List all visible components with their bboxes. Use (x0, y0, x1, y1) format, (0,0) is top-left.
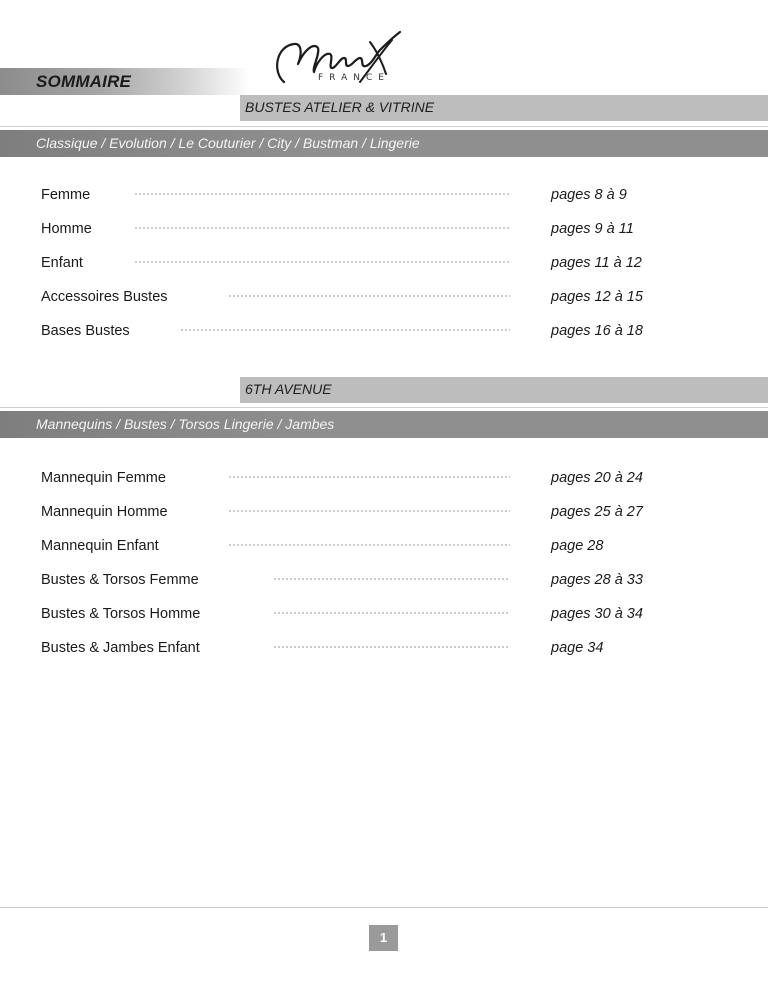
toc-entry[interactable] (0, 187, 768, 207)
subtitle-bar-bustes (0, 130, 768, 157)
entry-label: Bustes & Jambes Enfant (41, 640, 200, 656)
entry-pages: page 28 (551, 538, 604, 554)
leader-dots (228, 476, 510, 478)
page-number-badge: 1 (369, 925, 398, 951)
entry-pages: pages 28 à 33 (551, 572, 643, 588)
entry-label: Bases Bustes (41, 323, 130, 339)
leader-dots (134, 193, 510, 195)
entry-label: Femme (41, 187, 91, 203)
entry-pages: pages 8 à 9 (551, 187, 627, 203)
leader-dots (273, 646, 510, 648)
toc-entry[interactable] (0, 504, 768, 524)
section-bar-bustes (240, 95, 768, 121)
toc-entry[interactable] (0, 255, 768, 275)
toc-entry[interactable] (0, 640, 768, 660)
entry-label: Enfant (41, 255, 83, 271)
toc-entry[interactable] (0, 289, 768, 309)
entry-pages: pages 9 à 11 (551, 221, 634, 237)
section-title: BUSTES ATELIER & VITRINE (245, 99, 435, 115)
entry-pages: page 34 (551, 640, 604, 656)
divider-line (0, 126, 768, 127)
entry-label: Homme (41, 221, 92, 237)
entry-pages: pages 16 à 18 (551, 323, 643, 339)
entry-pages: pages 30 à 34 (551, 606, 643, 622)
leader-dots (273, 612, 510, 614)
leader-dots (273, 578, 510, 580)
entry-label: Mannequin Homme (41, 504, 168, 520)
leader-dots (228, 510, 510, 512)
toc-entry[interactable] (0, 572, 768, 592)
toc-entry[interactable] (0, 470, 768, 490)
subtitle-bar-6th-avenue (0, 411, 768, 438)
leader-dots (228, 544, 510, 546)
entry-label: Bustes & Torsos Femme (41, 572, 199, 588)
entry-label: Accessoires Bustes (41, 289, 168, 305)
entry-pages: pages 12 à 15 (551, 289, 643, 305)
toc-entry[interactable] (0, 221, 768, 241)
section-title: 6TH AVENUE (245, 381, 332, 397)
logo-subtitle: FRANCE (318, 73, 390, 83)
section-bar-6th-avenue (240, 377, 768, 403)
leader-dots (228, 295, 510, 297)
divider-line (0, 407, 768, 408)
manex-logo (268, 28, 408, 94)
entry-label: Bustes & Torsos Homme (41, 606, 201, 622)
leader-dots (180, 329, 510, 331)
leader-dots (134, 227, 510, 229)
toc-entry[interactable] (0, 323, 768, 343)
section-subtitle: Classique / Evolution / Le Couturier / City / Bustman / Lingerie (36, 135, 420, 151)
entry-label: Mannequin Enfant (41, 538, 159, 554)
toc-entry[interactable] (0, 606, 768, 626)
footer-divider (0, 907, 768, 908)
page-title: SOMMAIRE (36, 72, 132, 91)
toc-entry[interactable] (0, 538, 768, 558)
entry-pages: pages 11 à 12 (551, 255, 642, 271)
entry-pages: pages 20 à 24 (551, 470, 643, 486)
entry-label: Mannequin Femme (41, 470, 166, 486)
leader-dots (134, 261, 510, 263)
section-subtitle: Mannequins / Bustes / Torsos Lingerie / Jambes (36, 416, 335, 432)
entry-pages: pages 25 à 27 (551, 504, 643, 520)
